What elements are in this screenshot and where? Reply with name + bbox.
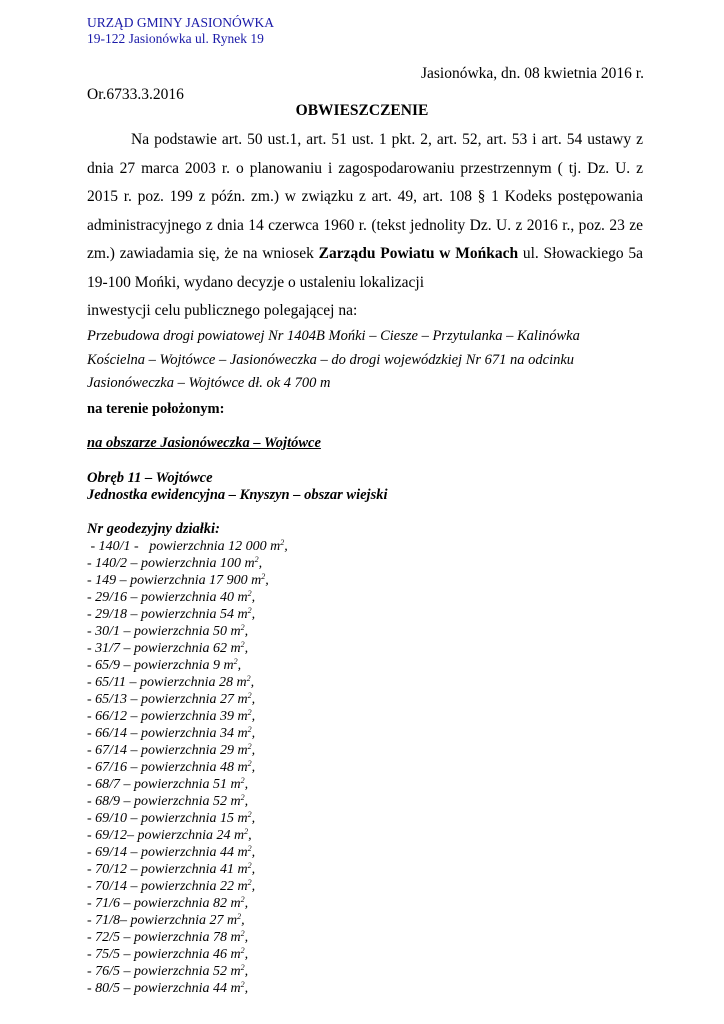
- plot-item: [87, 657, 288, 674]
- plot-text: - 70/14 – powierzchnia 22 m: [87, 879, 248, 894]
- plot-item: [87, 589, 288, 606]
- plot-item: [87, 827, 288, 844]
- unit-exponent: 2: [280, 538, 285, 547]
- plot-separator: ,: [251, 692, 256, 707]
- plot-text: - 66/14 – powierzchnia 34 m: [87, 726, 248, 741]
- precinct-info: [87, 470, 388, 504]
- plot-text: - 31/7 – powierzchnia 62 m: [87, 641, 241, 656]
- plot-item: [87, 810, 288, 827]
- unit-exponent: 2: [247, 759, 252, 768]
- location-label: na terenie położonym:: [87, 401, 225, 417]
- unit-exponent: 2: [247, 606, 252, 615]
- legal-basis-text: Na podstawie art. 50 ust.1, art. 51 ust. 1 pkt. 2, art. 52, art. 53 i art. 54 ustawy z dnia 27 marca 2003 r. o planowaniu i zagospodarowaniu przestrzennym ( tj. Dz. U. z 2015 r. poz. 199 z późn. zm.) w związku z art. 49, art. 108 § 1 Kodeks postępowania administracyjnego z dnia 14 czerwca 1960 r. (tekst jednolity Dz. U. z 2016 r., poz. 23 ze zm.) zawiadamia się, że na wniosek: [87, 131, 643, 262]
- plot-separator: ,: [244, 896, 249, 911]
- plot-item: [87, 640, 288, 657]
- plot-separator: ,: [241, 913, 245, 928]
- plot-text: - 76/5 – powierzchnia 52 m: [87, 964, 241, 979]
- plots-header: Nr geodezyjny działki:: [87, 521, 220, 537]
- plot-item: [87, 691, 288, 708]
- unit-exponent: 2: [261, 572, 266, 581]
- plot-item: [87, 912, 288, 929]
- unit-exponent: 2: [240, 946, 245, 955]
- plot-text: - 69/12– powierzchnia 24 m: [87, 828, 245, 843]
- plot-item: [87, 861, 288, 878]
- plot-text: - 30/1 – powierzchnia 50 m: [87, 624, 241, 639]
- plot-item: [87, 623, 288, 640]
- plot-separator: ,: [244, 777, 249, 792]
- document-title: OBWIESZCZENIE: [295, 102, 429, 119]
- plot-text: - 75/5 – powierzchnia 46 m: [87, 947, 241, 962]
- unit-exponent: 2: [233, 657, 238, 666]
- precinct-name: Obręb 11 – Wojtówce: [87, 470, 213, 486]
- plot-separator: ,: [244, 624, 249, 639]
- plot-text: - 68/7 – powierzchnia 51 m: [87, 777, 241, 792]
- unit-exponent: 2: [247, 810, 252, 819]
- notice-body: [87, 126, 643, 326]
- unit-exponent: 2: [247, 844, 252, 853]
- unit-exponent: 2: [240, 776, 245, 785]
- plot-text: - 72/5 – powierzchnia 78 m: [87, 930, 241, 945]
- applicant-name: Zarządu Powiatu w Mońkach: [318, 245, 519, 262]
- plot-separator: ,: [251, 743, 256, 758]
- plot-text: - 67/14 – powierzchnia 29 m: [87, 743, 248, 758]
- plot-item: [87, 980, 288, 997]
- plot-separator: ,: [251, 811, 256, 826]
- plot-text: - 71/8– powierzchnia 27 m: [87, 913, 238, 928]
- plot-item: [87, 538, 288, 555]
- plot-text: - 80/5 – powierzchnia 44 m: [87, 981, 241, 996]
- plot-item: [87, 878, 288, 895]
- applicant-address: ul. Słowackiego 5a 19-100 Mońki,: [87, 245, 643, 291]
- plot-item: [87, 946, 288, 963]
- unit-exponent: 2: [247, 708, 252, 717]
- area-name: na obszarze Jasionóweczka – Wojtówce: [87, 435, 321, 451]
- plot-text: - 65/13 – powierzchnia 27 m: [87, 692, 248, 707]
- unit-exponent: 2: [247, 878, 252, 887]
- plot-separator: ,: [251, 607, 256, 622]
- plot-item: [87, 742, 288, 759]
- unit-exponent: 2: [247, 742, 252, 751]
- plot-text: - 149 – powierzchnia 17 900 m: [87, 573, 262, 588]
- plot-text: - 71/6 – powierzchnia 82 m: [87, 896, 241, 911]
- plot-text: - 69/10 – powierzchnia 15 m: [87, 811, 248, 826]
- unit-exponent: 2: [240, 963, 245, 972]
- plot-item: [87, 555, 288, 572]
- unit-exponent: 2: [240, 793, 245, 802]
- office-name: URZĄD GMINY JASIONÓWKA: [87, 15, 274, 30]
- plot-item: [87, 776, 288, 793]
- plot-separator: ,: [244, 641, 249, 656]
- plot-separator: ,: [251, 709, 256, 724]
- plot-item: [87, 572, 288, 589]
- plot-separator: ,: [248, 828, 252, 843]
- subject-line: Kościelna – Wojtówce – Jasionóweczka – do drogi wojewódzkiej Nr 671 na odcinku: [87, 351, 575, 368]
- plot-separator: ,: [244, 930, 249, 945]
- plot-separator: ,: [244, 947, 249, 962]
- unit-exponent: 2: [240, 980, 245, 989]
- plot-item: [87, 606, 288, 623]
- plot-separator: ,: [251, 845, 256, 860]
- investment-intro: inwestycji celu publicznego polegającej na:: [87, 302, 358, 319]
- unit-exponent: 2: [240, 640, 245, 649]
- unit-exponent: 2: [240, 929, 245, 938]
- plot-text: - 140/2 – powierzchnia 100 m: [87, 556, 255, 571]
- place-date: Jasionówka, dn. 08 kwietnia 2016 r.: [420, 65, 644, 82]
- plot-text: - 65/11 – powierzchnia 28 m: [87, 675, 247, 690]
- plot-text: - 66/12 – powierzchnia 39 m: [87, 709, 248, 724]
- plot-item: [87, 844, 288, 861]
- plot-text: - 68/9 – powierzchnia 52 m: [87, 794, 241, 809]
- plot-text: - 29/18 – powierzchnia 54 m: [87, 607, 248, 622]
- subject-line: Przebudowa drogi powiatowej Nr 1404B Mońki – Ciesze – Przytulanka – Kalinówka: [87, 328, 580, 344]
- plot-text: - 29/16 – powierzchnia 40 m: [87, 590, 248, 605]
- plot-separator: ,: [237, 658, 242, 673]
- unit-exponent: 2: [247, 589, 252, 598]
- letterhead: [87, 15, 274, 47]
- plot-separator: ,: [251, 760, 256, 775]
- plot-text: - 70/12 – powierzchnia 41 m: [87, 862, 248, 877]
- plot-text: - 69/14 – powierzchnia 44 m: [87, 845, 248, 860]
- decision-text: wydano decyzje o ustaleniu lokalizacji: [180, 273, 425, 291]
- plot-separator: ,: [244, 964, 249, 979]
- reference-number: Or.6733.3.2016: [87, 86, 184, 103]
- plot-item: [87, 929, 288, 946]
- notice-paragraph: [87, 126, 643, 297]
- unit-exponent: 2: [240, 623, 245, 632]
- plot-item: [87, 963, 288, 980]
- plot-item: [87, 674, 288, 691]
- unit-exponent: 2: [247, 861, 252, 870]
- plot-separator: ,: [251, 879, 256, 894]
- plot-separator: ,: [251, 590, 256, 605]
- plot-text: - 65/9 – powierzchnia 9 m: [87, 658, 234, 673]
- plot-separator: ,: [244, 794, 249, 809]
- unit-exponent: 2: [246, 674, 251, 683]
- plot-separator: ,: [251, 862, 256, 877]
- plot-item: [87, 725, 288, 742]
- unit-exponent: 2: [247, 725, 252, 734]
- plot-text: - 67/16 – powierzchnia 48 m: [87, 760, 248, 775]
- unit-exponent: 2: [254, 555, 259, 564]
- registry-unit: Jednostka ewidencyjna – Knyszyn – obszar wiejski: [87, 487, 388, 503]
- plot-separator: ,: [250, 675, 255, 690]
- plot-separator: ,: [244, 981, 249, 996]
- unit-exponent: 2: [240, 895, 245, 904]
- plot-separator: ,: [258, 556, 263, 571]
- plot-item: [87, 708, 288, 725]
- plot-separator: ,: [284, 539, 288, 554]
- plot-separator: ,: [251, 726, 256, 741]
- plot-item: [87, 895, 288, 912]
- subject-line: Jasionóweczka – Wojtówce dł. ok 4 700 m: [87, 375, 331, 391]
- investment-subject: [87, 325, 643, 396]
- plot-text: - 140/1 - powierzchnia 12 000 m: [87, 539, 281, 554]
- unit-exponent: 2: [247, 691, 252, 700]
- plot-item: [87, 759, 288, 776]
- office-address: 19-122 Jasionówka ul. Rynek 19: [87, 31, 264, 46]
- plot-item: [87, 793, 288, 810]
- unit-exponent: 2: [237, 912, 242, 921]
- plot-separator: ,: [265, 573, 269, 588]
- plot-list: [87, 538, 288, 997]
- unit-exponent: 2: [244, 827, 249, 836]
